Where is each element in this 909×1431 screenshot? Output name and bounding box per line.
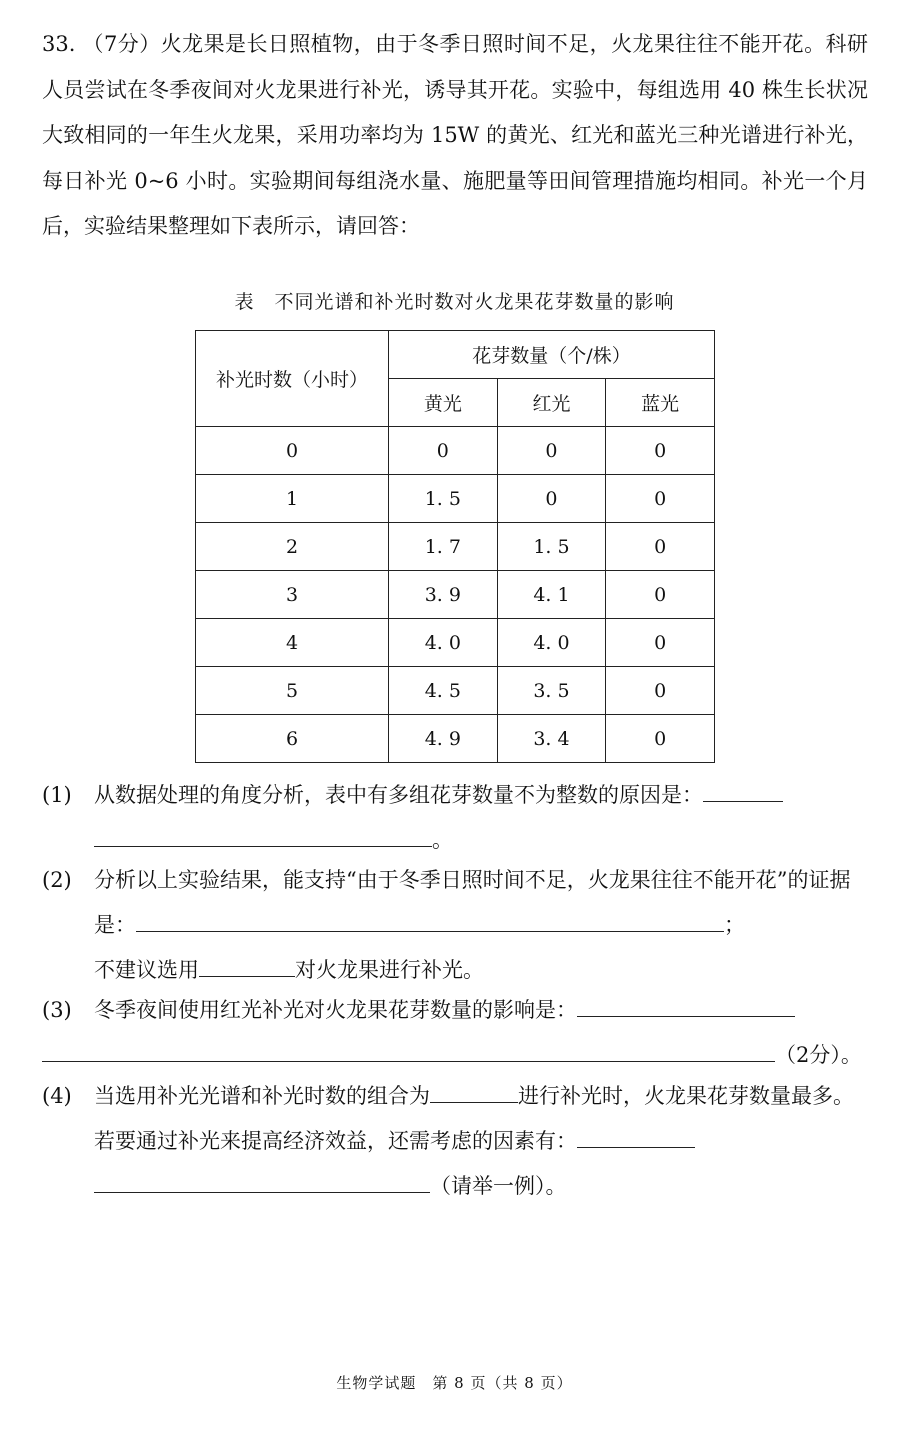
- table-cell: 0: [606, 475, 715, 523]
- answer-blank[interactable]: [136, 905, 724, 932]
- table-cell: 1. 5: [389, 475, 498, 523]
- row-header: 补光时数（小时）: [196, 331, 389, 427]
- table-cell: 0: [606, 571, 715, 619]
- table-cell: 4: [196, 619, 389, 667]
- question-number: (4): [42, 1084, 72, 1108]
- question-text: 当选用补光光谱和补光时数的组合为: [94, 1084, 430, 1108]
- question-number: (1): [42, 783, 72, 807]
- table-cell: 4. 0: [389, 619, 498, 667]
- table-cell: 4. 1: [497, 571, 606, 619]
- column-header: 黄光: [389, 379, 498, 427]
- question-end: （请举一例）。: [430, 1174, 567, 1198]
- table-cell: 4. 5: [389, 667, 498, 715]
- question-end: （2分）。: [775, 1043, 862, 1067]
- answer-blank[interactable]: [94, 1166, 430, 1193]
- answer-blank[interactable]: [577, 1121, 695, 1148]
- table-cell: 0: [389, 427, 498, 475]
- question-text: 分析以上实验结果，能支持“由于冬季日照时间不足，火龙果往往不能开花”的证据是：: [94, 868, 851, 937]
- table-cell: 3. 4: [497, 715, 606, 763]
- question-text: 从数据处理的角度分析，表中有多组花芽数量不为整数的原因是：: [94, 783, 703, 807]
- table-cell: 0: [497, 427, 606, 475]
- question-text: 对火龙果进行补光。: [295, 958, 484, 982]
- sub-question-1: [42, 773, 868, 863]
- sub-question-3: [42, 988, 868, 1078]
- question-text: 冬季夜间使用红光补光对火龙果花芽数量的影响是：: [94, 998, 577, 1022]
- table-row: [196, 523, 715, 571]
- question-text: 不建议选用: [94, 958, 199, 982]
- table-cell: 0: [606, 667, 715, 715]
- group-header: 花芽数量（个/株）: [389, 331, 715, 379]
- table-cell: 4. 0: [497, 619, 606, 667]
- question-intro: 33. （7分）火龙果是长日照植物，由于冬季日照时间不足，火龙果往往不能开花。科研人员尝试在冬季夜间对火龙果进行补光，诱导其开花。实验中，每组选用 40 株生长状况大致相同的一年生火龙果，采用功率均为 15W 的黄光、红光和蓝光三种光谱进行补光，每日补光 0~6 小时。实验期间每组浇水量、施肥量等田间管理措施均相同。补光一个月后，实验结果整理如下表所示，请回答：: [42, 32, 868, 239]
- table-cell: 0: [606, 427, 715, 475]
- table-row: [196, 619, 715, 667]
- sub-question-2: [42, 858, 868, 993]
- table-cell: 5: [196, 667, 389, 715]
- answer-blank[interactable]: [199, 950, 295, 977]
- sub-question-4: [42, 1074, 868, 1209]
- answer-blank[interactable]: [42, 1035, 775, 1062]
- answer-blank[interactable]: [94, 820, 432, 847]
- table-row: [196, 427, 715, 475]
- answer-blank[interactable]: [430, 1076, 518, 1103]
- table-cell: 0: [606, 619, 715, 667]
- question-text: 进行补光时，火龙果花芽数量最多。若要通过补光来提高经济效益，还需考虑的因素有：: [94, 1084, 854, 1153]
- answer-blank[interactable]: [577, 990, 795, 1017]
- column-header: 蓝光: [606, 379, 715, 427]
- table-cell: 4. 9: [389, 715, 498, 763]
- question-number: (3): [42, 998, 72, 1022]
- table-cell: 3. 9: [389, 571, 498, 619]
- table-cell: 0: [606, 523, 715, 571]
- column-header: 红光: [497, 379, 606, 427]
- question-number: (2): [42, 868, 72, 892]
- table-cell: 3. 5: [497, 667, 606, 715]
- table-cell: 1. 7: [389, 523, 498, 571]
- table-row: [196, 715, 715, 763]
- table-row: [196, 667, 715, 715]
- data-table: [195, 330, 715, 763]
- table-cell: 2: [196, 523, 389, 571]
- table-cell: 1: [196, 475, 389, 523]
- table-cell: 3: [196, 571, 389, 619]
- table-cell: 1. 5: [497, 523, 606, 571]
- table-cell: 0: [606, 715, 715, 763]
- table-cell: 0: [196, 427, 389, 475]
- table-cell: 0: [497, 475, 606, 523]
- table-row: [196, 571, 715, 619]
- table-caption: 表 不同光谱和补光时数对火龙果花芽数量的影响: [234, 291, 675, 313]
- table-cell: 6: [196, 715, 389, 763]
- answer-blank[interactable]: [703, 775, 783, 802]
- table-row: [196, 475, 715, 523]
- question-punct: ；: [724, 913, 745, 937]
- page-footer: 生物学试题 第 8 页（共 8 页）: [336, 1374, 573, 1392]
- question-end: 。: [432, 828, 453, 852]
